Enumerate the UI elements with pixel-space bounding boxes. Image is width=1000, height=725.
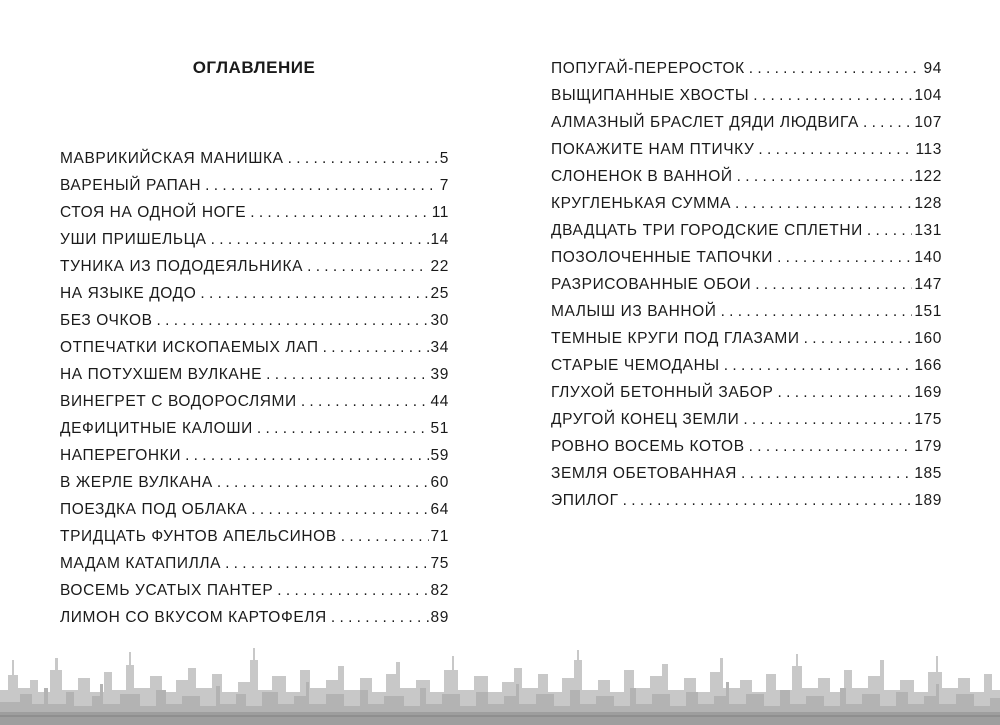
toc-entry-page-number: 166 bbox=[914, 357, 942, 374]
toc-entry bbox=[60, 226, 449, 253]
toc-right-column bbox=[551, 55, 942, 514]
toc-leader-dots bbox=[157, 307, 429, 334]
toc-entry-page-number: 44 bbox=[430, 393, 449, 410]
toc-entry bbox=[60, 253, 449, 280]
toc-leader-dots bbox=[749, 433, 913, 460]
toc-entry-page-number: 131 bbox=[914, 222, 942, 239]
toc-entry-page-number: 34 bbox=[430, 339, 449, 356]
toc-entry-page-number: 175 bbox=[914, 411, 942, 428]
toc-entry bbox=[551, 109, 942, 136]
toc-entry bbox=[551, 379, 942, 406]
toc-entry-title: ВЫЩИПАННЫЕ ХВОСТЫ bbox=[551, 87, 750, 104]
toc-entry bbox=[60, 604, 449, 631]
toc-entry-title: ДРУГОЙ КОНЕЦ ЗЕМЛИ bbox=[551, 411, 740, 428]
toc-entry bbox=[551, 163, 942, 190]
toc-leader-dots bbox=[758, 136, 913, 163]
toc-leader-dots bbox=[777, 379, 912, 406]
toc-entry-title: НАПЕРЕГОНКИ bbox=[60, 447, 182, 464]
toc-entry-title: НА ПОТУХШЕМ ВУЛКАНЕ bbox=[60, 366, 263, 383]
toc-leader-dots bbox=[288, 145, 438, 172]
toc-entry-page-number: 189 bbox=[914, 492, 942, 509]
toc-entry-title: МАВРИКИЙСКАЯ МАНИШКА bbox=[60, 150, 284, 167]
toc-entry-title: ВОСЕМЬ УСАТЫХ ПАНТЕР bbox=[60, 582, 274, 599]
toc-entry-page-number: 147 bbox=[914, 276, 942, 293]
toc-entry-page-number: 60 bbox=[430, 474, 449, 491]
toc-entry-page-number: 75 bbox=[430, 555, 449, 572]
toc-leader-dots bbox=[257, 415, 429, 442]
toc-entry bbox=[60, 145, 449, 172]
toc-entry bbox=[551, 136, 942, 163]
toc-entry-title: ЛИМОН СО ВКУСОМ КАРТОФЕЛЯ bbox=[60, 609, 327, 626]
toc-entry bbox=[551, 190, 942, 217]
skyline-ground bbox=[0, 712, 1000, 725]
toc-leader-dots bbox=[743, 406, 912, 433]
toc-entry-page-number: 25 bbox=[430, 285, 449, 302]
toc-entry bbox=[60, 280, 449, 307]
toc-entry-title: РАЗРИСОВАННЫЕ ОБОИ bbox=[551, 276, 752, 293]
toc-entry-title: УШИ ПРИШЕЛЬЦА bbox=[60, 231, 207, 248]
toc-leader-dots bbox=[863, 109, 912, 136]
toc-entry-page-number: 82 bbox=[430, 582, 449, 599]
toc-entry bbox=[551, 406, 942, 433]
toc-entry-title: ПОЕЗДКА ПОД ОБЛАКА bbox=[60, 501, 248, 518]
toc-entry-page-number: 51 bbox=[430, 420, 449, 437]
toc-leader-dots bbox=[867, 217, 912, 244]
toc-entry-page-number: 64 bbox=[430, 501, 449, 518]
toc-entry bbox=[60, 361, 449, 388]
toc-entry-page-number: 39 bbox=[430, 366, 449, 383]
toc-entry bbox=[551, 487, 942, 514]
toc-leader-dots bbox=[737, 163, 913, 190]
toc-leader-dots bbox=[724, 352, 913, 379]
toc-entry-title: ГЛУХОЙ БЕТОННЫЙ ЗАБОР bbox=[551, 384, 774, 401]
toc-leader-dots bbox=[755, 271, 912, 298]
toc-entry bbox=[60, 442, 449, 469]
toc-entry-page-number: 140 bbox=[914, 249, 942, 266]
toc-entry bbox=[60, 334, 449, 361]
toc-entry-title: ТУНИКА ИЗ ПОДОДЕЯЛЬНИКА bbox=[60, 258, 304, 275]
toc-entry-title: ПОПУГАЙ-ПЕРЕРОСТОК bbox=[551, 60, 745, 77]
toc-entry-title: КРУГЛЕНЬКАЯ СУММА bbox=[551, 195, 732, 212]
toc-entry bbox=[60, 307, 449, 334]
toc-leader-dots bbox=[735, 190, 912, 217]
toc-entry bbox=[551, 55, 942, 82]
toc-entry-title: МАДАМ КАТАПИЛЛА bbox=[60, 555, 222, 572]
toc-entry-page-number: 30 bbox=[430, 312, 449, 329]
toc-entry-page-number: 89 bbox=[430, 609, 449, 626]
toc-entry-title: ТЕМНЫЕ КРУГИ ПОД ГЛАЗАМИ bbox=[551, 330, 800, 347]
toc-entry-page-number: 122 bbox=[914, 168, 942, 185]
toc-entry-page-number: 59 bbox=[430, 447, 449, 464]
toc-leader-dots bbox=[341, 523, 429, 550]
toc-entry-title: ЭПИЛОГ bbox=[551, 492, 619, 509]
toc-entry bbox=[551, 82, 942, 109]
toc-entry bbox=[551, 433, 942, 460]
toc-entry-title: ПОЗОЛОЧЕННЫЕ ТАПОЧКИ bbox=[551, 249, 774, 266]
toc-leader-dots bbox=[721, 298, 913, 325]
toc-entry-title: БЕЗ ОЧКОВ bbox=[60, 312, 153, 329]
toc-entry-page-number: 94 bbox=[923, 60, 942, 77]
toc-entry-page-number: 128 bbox=[914, 195, 942, 212]
toc-entry bbox=[60, 199, 449, 226]
toc-heading: ОГЛАВЛЕНИЕ bbox=[192, 58, 316, 77]
toc-leader-dots bbox=[205, 172, 438, 199]
toc-entry bbox=[551, 244, 942, 271]
toc-entry-title: ТРИДЦАТЬ ФУНТОВ АПЕЛЬСИНОВ bbox=[60, 528, 337, 545]
toc-entry bbox=[60, 496, 449, 523]
toc-leader-dots bbox=[307, 253, 428, 280]
toc-leader-dots bbox=[741, 460, 912, 487]
toc-leader-dots bbox=[251, 496, 428, 523]
toc-leader-dots bbox=[331, 604, 429, 631]
toc-entry-page-number: 7 bbox=[439, 177, 449, 194]
toc-entry-page-number: 71 bbox=[430, 528, 449, 545]
toc-leader-dots bbox=[301, 388, 429, 415]
toc-entry bbox=[551, 460, 942, 487]
toc-entry-page-number: 5 bbox=[439, 150, 449, 167]
toc-leader-dots bbox=[323, 334, 429, 361]
toc-entry bbox=[60, 523, 449, 550]
toc-left-column bbox=[60, 145, 449, 631]
toc-leader-dots bbox=[211, 226, 429, 253]
toc-leader-dots bbox=[217, 469, 429, 496]
toc-entry-title: РОВНО ВОСЕМЬ КОТОВ bbox=[551, 438, 745, 455]
toc-entry-page-number: 22 bbox=[430, 258, 449, 275]
toc-entry bbox=[60, 469, 449, 496]
toc-leader-dots bbox=[185, 442, 428, 469]
toc-entry-page-number: 179 bbox=[914, 438, 942, 455]
toc-entry-title: ЗЕМЛЯ ОБЕТОВАННАЯ bbox=[551, 465, 737, 482]
toc-entry-title: АЛМАЗНЫЙ БРАСЛЕТ ДЯДИ ЛЮДВИГА bbox=[551, 114, 859, 131]
toc-entry bbox=[60, 550, 449, 577]
toc-entry-title: ОТПЕЧАТКИ ИСКОПАЕМЫХ ЛАП bbox=[60, 339, 319, 356]
toc-entry-title: ВИНЕГРЕТ С ВОДОРОСЛЯМИ bbox=[60, 393, 297, 410]
toc-entry-page-number: 185 bbox=[914, 465, 942, 482]
toc-entry-page-number: 160 bbox=[914, 330, 942, 347]
toc-entry-page-number: 11 bbox=[431, 204, 449, 221]
toc-entry bbox=[551, 298, 942, 325]
toc-leader-dots bbox=[250, 199, 430, 226]
toc-entry-title: ДВАДЦАТЬ ТРИ ГОРОДСКИЕ СПЛЕТНИ bbox=[551, 222, 863, 239]
toc-leader-dots bbox=[804, 325, 913, 352]
toc-leader-dots bbox=[753, 82, 912, 109]
toc-entry-title: СТОЯ НА ОДНОЙ НОГЕ bbox=[60, 204, 247, 221]
toc-entry bbox=[551, 352, 942, 379]
toc-entry-title: НА ЯЗЫКЕ ДОДО bbox=[60, 285, 197, 302]
toc-entry bbox=[551, 217, 942, 244]
toc-entry-page-number: 113 bbox=[915, 141, 942, 158]
toc-entry-title: СЛОНЕНОК В ВАННОЙ bbox=[551, 168, 733, 185]
toc-entry-page-number: 14 bbox=[430, 231, 449, 248]
city-skyline-illustration bbox=[0, 630, 1000, 725]
toc-leader-dots bbox=[749, 55, 922, 82]
toc-entry-title: ПОКАЖИТЕ НАМ ПТИЧКУ bbox=[551, 141, 755, 158]
toc-entry bbox=[60, 577, 449, 604]
toc-entry bbox=[60, 388, 449, 415]
toc-leader-dots bbox=[200, 280, 428, 307]
toc-entry bbox=[551, 271, 942, 298]
toc-entry-title: В ЖЕРЛЕ ВУЛКАНА bbox=[60, 474, 213, 491]
toc-entry-title: ВАРЕНЫЙ РАПАН bbox=[60, 177, 202, 194]
toc-entry-page-number: 169 bbox=[914, 384, 942, 401]
toc-entry-title: СТАРЫЕ ЧЕМОДАНЫ bbox=[551, 357, 720, 374]
toc-leader-dots bbox=[277, 577, 428, 604]
toc-leader-dots bbox=[266, 361, 428, 388]
toc-entry-title: ДЕФИЦИТНЫЕ КАЛОШИ bbox=[60, 420, 253, 437]
toc-entry-title: МАЛЫШ ИЗ ВАННОЙ bbox=[551, 303, 717, 320]
toc-leader-dots bbox=[623, 487, 913, 514]
toc-entry-page-number: 107 bbox=[914, 114, 942, 131]
toc-entry bbox=[551, 325, 942, 352]
toc-entry-page-number: 104 bbox=[914, 87, 942, 104]
toc-entry bbox=[60, 415, 449, 442]
toc-entry-page-number: 151 bbox=[914, 303, 942, 320]
toc-leader-dots bbox=[225, 550, 428, 577]
toc-entry bbox=[60, 172, 449, 199]
toc-leader-dots bbox=[777, 244, 912, 271]
